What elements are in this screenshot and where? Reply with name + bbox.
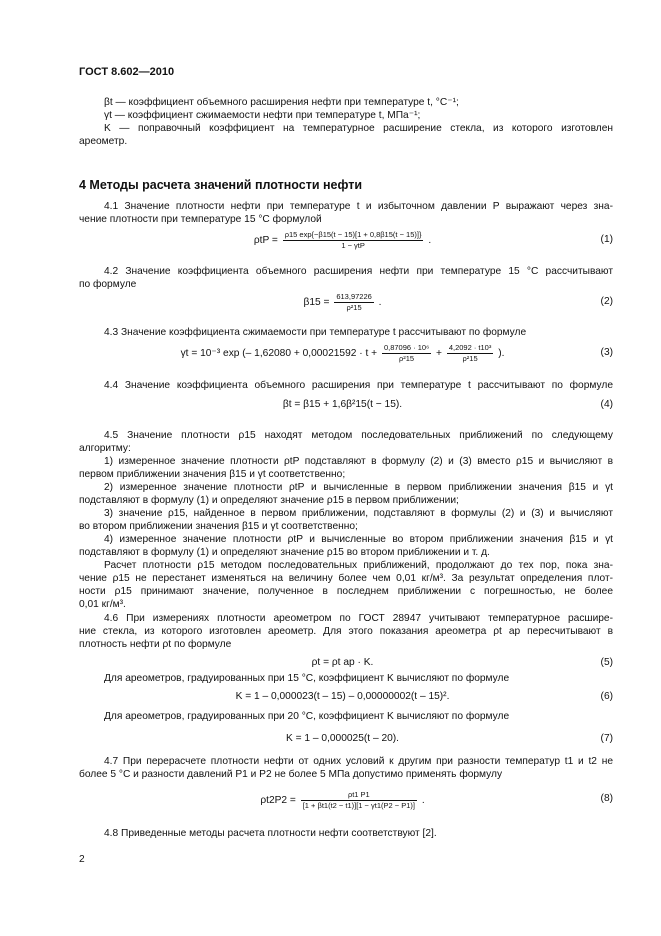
- equation-1-number: (1): [600, 234, 613, 245]
- equation-3: [140, 343, 545, 364]
- equation-6-number: (6): [600, 691, 613, 702]
- equation-8-lhs: ρt2P2 =: [260, 795, 296, 807]
- paragraph-4-3: 4.3 Значение коэффициента сжимаемости при температуре t рассчитывают по формуле: [104, 327, 527, 338]
- equation-1-denominator: 1 − γtP: [341, 241, 365, 250]
- equation-2-number: (2): [600, 296, 613, 307]
- equation-7-number: (7): [600, 733, 613, 744]
- equation-2-denominator: ρ²15: [346, 303, 362, 312]
- paragraph-4-1: 4.1 Значение плотности нефти при температуре t и избыточном давлении P выражают через зна-: [104, 201, 613, 212]
- paragraph-4-6-line-2: ние стекла, из которого изготовлен ареометр. Для этого показания ареометра ρt ар пересчитывают в: [79, 626, 613, 637]
- equation-1-tail: .: [428, 235, 432, 247]
- equation-2-tail: .: [378, 297, 382, 309]
- equation-8-tail: .: [421, 795, 425, 807]
- step-2-cont: подставляют в формулу (1) и определяют значение ρ15 в первом приближении;: [79, 495, 459, 506]
- equation-8-fraction: [301, 790, 417, 811]
- equation-2: [140, 292, 545, 313]
- paragraph-4-7: 4.7 При перерасчете плотности нефти от одних условий к другим при разности температур t1 и t2 не: [104, 756, 613, 767]
- definition-k-cont: ареометр.: [79, 136, 128, 147]
- paragraph-4-8: 4.8 Приведенные методы расчета плотности нефти соответствуют [2].: [104, 828, 437, 839]
- paragraph-calc-line-3: ности ρ15 принимают значение, полученное в последнем приближении с погрешностью, не более: [79, 586, 613, 597]
- step-3-cont: во втором приближении значения β15 и γt соответственно;: [79, 521, 358, 532]
- equation-3-tail: ).: [498, 348, 505, 360]
- step-1: 1) измеренное значение плотности ρtP подставляют в формулу (2) и (3) вместо ρ15 и вычисляют в: [104, 456, 613, 467]
- equation-3-plus: +: [436, 348, 442, 360]
- equation-2-fraction: [334, 292, 373, 313]
- equation-1-numerator: ρ15 exp{−β15(t − 15)[1 + 0,8β15(t − 15)]}: [284, 230, 422, 239]
- paragraph-4-2-cont: по формуле: [79, 279, 137, 290]
- paragraph-4-6-line-3: плотность нефти ρt по формуле: [79, 639, 232, 650]
- equation-8-numerator: ρt1 P1: [301, 790, 417, 801]
- equation-3-numerator-1: 0,87096 · 10⁶: [383, 343, 430, 352]
- paragraph-4-4: 4.4 Значение коэффициента объемного расширения при температуре t рассчитывают по формуле: [104, 380, 613, 391]
- equation-8-denominator: [1 + βt1(t2 − t1)][1 − γt1(P2 − P1)]: [302, 801, 415, 810]
- equation-1: [140, 230, 545, 251]
- paragraph-4-6: 4.6 При измерениях плотности ареометром по ГОСТ 28947 учитывают температурное расшире-: [104, 613, 613, 624]
- step-3: 3) значение ρ15, найденное в первом приближении, подставляют в формулы (2) и (3) и вычисляют: [104, 508, 613, 519]
- equation-5: ρt = ρt ар · K.: [311, 657, 374, 668]
- step-1-cont: первом приближении значения β15 и γt соответственно;: [79, 469, 346, 480]
- paragraph-calc-line-2: чение ρ15 не перестанет изменяться на величину более чем 0,01 кг/м³. За результат определения плот-: [79, 573, 613, 584]
- paragraph-4-5: 4.5 Значение плотности ρ15 находят методом последовательных приближений по следующему: [104, 430, 613, 441]
- equation-3-lhs: γt = 10⁻³ exp (– 1,62080 + 0,00021592 · t +: [180, 348, 378, 360]
- definition-k: K — поправочный коэффициент на температурное расширение стекла, из которого изготовлен: [104, 123, 613, 134]
- paragraph-4-2: 4.2 Значение коэффициента объемного расширения нефти при температуре 15 °C рассчитывают: [104, 266, 613, 277]
- equation-6: K = 1 – 0,000023(t – 15) – 0,00000002(t – 15)².: [235, 691, 450, 702]
- equation-4-number: (4): [600, 399, 613, 410]
- equation-3-denominator-2: ρ²15: [462, 354, 478, 363]
- equation-1-fraction: [283, 230, 424, 251]
- page-number: 2: [79, 854, 85, 865]
- document-header: ГОСТ 8.602—2010: [79, 66, 175, 78]
- step-4: 4) измеренное значение плотности ρtP и вычисленные во втором приближении значения β15 и γt: [104, 534, 613, 545]
- equation-3-fraction-1: [382, 343, 431, 364]
- definition-beta: βt — коэффициент объемного расширения нефти при температуре t, °C⁻¹;: [104, 97, 459, 108]
- paragraph-4-6-areometer-20: Для ареометров, градуированных при 20 °C, коэффициент K вычисляют по формуле: [104, 711, 510, 722]
- equation-3-number: (3): [600, 347, 613, 358]
- equation-3-numerator-2: 4,2092 · t10³: [448, 343, 492, 352]
- paragraph-calc-line-4: 0,01 кг/м³.: [79, 599, 126, 610]
- equation-8-number: (8): [600, 793, 613, 804]
- equation-4: βt = β15 + 1,6β²15(t − 15).: [282, 399, 403, 410]
- equation-7: K = 1 – 0,000025(t – 20).: [286, 733, 399, 744]
- paragraph-4-5-line-2: алгоритму:: [79, 443, 131, 454]
- equation-3-fraction-2: [447, 343, 494, 364]
- equation-2-numerator: 613,97226: [336, 292, 372, 301]
- section-title: 4 Методы расчета значений плотности нефти: [79, 178, 363, 192]
- paragraph-4-6-areometer-15: Для ареометров, градуированных при 15 °C, коэффициент K вычисляют по формуле: [104, 673, 510, 684]
- equation-8: [140, 790, 545, 811]
- definition-gamma: γt — коэффициент сжимаемости нефти при температуре t, МПа⁻¹;: [104, 110, 421, 121]
- paragraph-4-7-cont: более 5 °C и разности давлений P1 и P2 не более 5 МПа допустимо применять формулу: [79, 769, 503, 780]
- equation-1-lhs: ρtP =: [253, 235, 278, 247]
- step-4-cont: подставляют в формулу (1) и определяют значение ρ15 во втором приближении и т. д.: [79, 547, 490, 558]
- paragraph-calc: Расчет плотности ρ15 методом последовательных приближений, продолжают до тех пор, пока зна-: [104, 560, 613, 571]
- step-2: 2) измеренное значение плотности ρtP и вычисленные в первом приближении значения β15 и γt: [104, 482, 613, 493]
- paragraph-4-1-cont: чение плотности при температуре 15 °C формулой: [79, 214, 322, 225]
- equation-5-number: (5): [600, 657, 613, 668]
- equation-2-lhs: β15 =: [303, 297, 330, 309]
- equation-3-denominator-1: ρ²15: [399, 354, 415, 363]
